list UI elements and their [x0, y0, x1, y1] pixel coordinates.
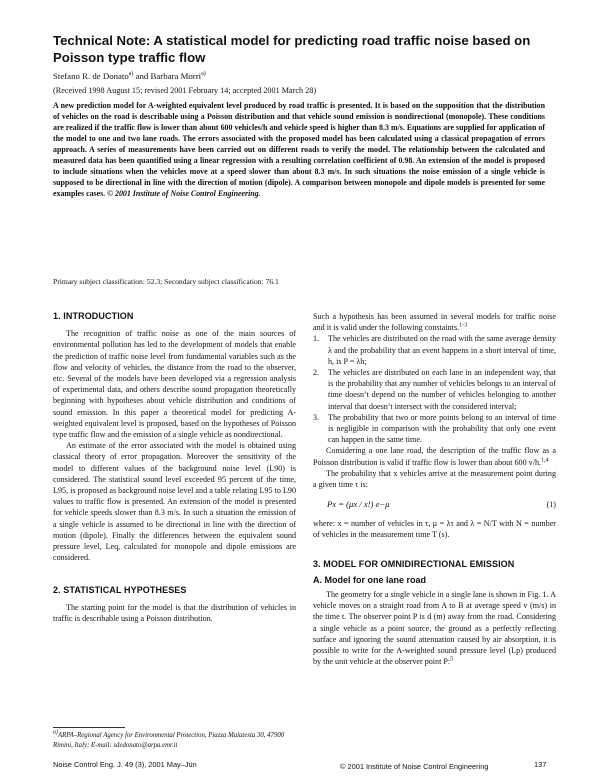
equation-1: Px = (μx / x!) e−μ: [327, 499, 390, 510]
paper-title: Technical Note: A statistical model for predicting road traffic noise based on Poisson type traffic flow: [53, 33, 531, 65]
condition-number: 3.: [313, 412, 320, 422]
condition-item: [313, 367, 556, 412]
model-p1-text: The geometry for a single vehicle in a single lane is shown in Fig. 1. A vehicle moves on a straight road from A to B at average speed v (m/s) in the time t. The observer point P is d (m) away from the road. Considering a single vehicle as a point source, the ground as a perfectly reflecting surface and ignoring the sound attenuation caused by air absorption, it is possible to write for the A-weighted sound pressure level (Lp) produced by the unit vehicle at the observer point P:: [313, 590, 556, 667]
footnote-mark: a): [53, 729, 58, 736]
section-1-heading: 1. INTRODUCTION: [53, 311, 134, 321]
section-3-heading: 3. MODEL FOR OMNIDIRECTIONAL EMISSION: [313, 558, 515, 569]
condition-item: [313, 412, 556, 446]
section-2-heading: 2. STATISTICAL HYPOTHESES: [53, 585, 187, 596]
author-2: and Barbara Morri: [135, 71, 202, 81]
subject-classification: Primary subject classification: 52.3; Secondary subject classification: 76.1: [53, 277, 279, 286]
condition-number: 2.: [313, 368, 320, 378]
intro-paragraph-1: The recognition of traffic noise as one of the main sources of environmental pollution has led to the development of models that enable the prediction of traffic noise level from fundamental variables such as the flow and velocity of vehicles, the distance from the road to the observer, etc. Several of the models have been developed via a regression analysis of experimental data, and others describe sound propagation theoretically beginning with hypotheses about vehicle distribution and conditions of sound emission. In this paper a theoretical model for predicting A-weighted equivalent level is proposed, based on the hypotheses of Poisson type traffic flow and the emission of a single vehicle as nondirectional.: [53, 329, 296, 440]
abstract: [53, 101, 545, 200]
conditions-list: [313, 333, 556, 445]
hypotheses-paragraph-4: The probability that x vehicles arrive at the measurement point during a given time τ is:: [313, 468, 556, 490]
author-1: Stefano R. de Donato: [53, 71, 129, 81]
intro-paragraph-2: An estimate of the error associated with the model is obtained using classical theory of error propagation. Moreover the sensitivity of the model to different values of the background noise level (L90) is considered. The statistical sound level exceeded 95 percent of the time, L95, is proposed as background noise level and a table relating L95 to L90 values to traffic flow is presented. An extension of the model is presented for vehicle speeds slower than 8.3 m/s. In such a situation the emission of a single vehicle is assumed to be directional in line with the direction of motion (dipole). Finally the differences between the equivalent sound pressure level, Leq, calculated for monopole and dipole emissions are considered.: [53, 441, 296, 563]
received-dates: (Received 1998 August 15; revised 2001 February 14; accepted 2001 March 28): [53, 86, 317, 95]
condition-item: [313, 333, 556, 367]
condition-text: The probability that two or more points belong to an interval of time is negligible in comparison with the probability that only one event can happen in the same time.: [328, 412, 556, 445]
footnote: [53, 731, 296, 750]
citation-2: 1,4: [541, 456, 549, 463]
condition-text: The vehicles are distributed on each lane in an independent way, that is the probability that any number of vehicles belongs to an interval of time doesn’t depend on the number of vehicles belonging to another interval that doesn’t intersect with the considered interval;: [328, 368, 556, 411]
model-paragraph-1: [313, 589, 556, 667]
hypotheses-paragraph-3: [313, 445, 556, 467]
hyp-p2-text: Such a hypothesis has been assumed in several models for traffic noise and it is valid under the following constaints.: [313, 312, 556, 333]
author-line: [53, 71, 206, 81]
hypotheses-paragraph-2: [313, 311, 556, 333]
footer-copyright: © 2001 Institute of Noise Control Engineering: [340, 762, 489, 771]
citation-1: 1-3: [459, 322, 468, 329]
affiliation-mark-2: a): [201, 71, 206, 78]
condition-number: 1.: [313, 334, 320, 344]
subsection-a-heading: A. Model for one lane road: [313, 574, 427, 585]
footnote-rule: [53, 727, 125, 728]
condition-text: The vehicles are distributed on the road with the same average density λ and the probability that an event happens in a short interval of time, h, is P = λh;: [328, 334, 556, 366]
equation-row: [313, 494, 556, 518]
abstract-text: A new prediction model for A-weighted equivalent level produced by road traffic is presented. It is based on the supposition that the distribution of vehicles on the road is describable using a Poisson distribution and that vehicle sound emission is nondirectional (monopole). These conditions are realized if the traffic flow is lower than about 600 vehicles/h and vehicle speed is higher than 8.3 m/s. Equations are supplied for application of the model to one and two lane roads. The errors associated with the proposed model has been calculated using a classical propagation of errors approach. A series of measurements have been carried out on different roads to verify the model. The relationship between the calculated and measured data has been quantified using a linear regression with a resulting correlation coefficient of 0.98. An extension of the model is proposed to include situations when the vehicles move at a speed slower than about 8.3 m/s. In such situations the noise emission of a single vehicle is supposed to be directional in line with the direction of motion (dipole). A comparison between monopole and dipole models is presented for some examples cases.: [53, 101, 545, 198]
equation-definitions: where: x = number of vehicles in τ, μ = λτ and λ = N/T with N = number of vehicles in the measurement time T (s).: [313, 519, 556, 540]
left-column: [53, 311, 296, 624]
page-number: 137: [534, 760, 547, 769]
right-column: [313, 311, 556, 667]
citation-3: 5: [450, 656, 454, 663]
abstract-copyright: © 2001 Institute of Noise Control Engineering.: [107, 188, 261, 198]
equation-number: (1): [546, 500, 556, 510]
footnote-text: ARPA–Regional Agency for Environmental Protection, Piazza Malatesta 30, 47900 Rimini, Italy; E-mail: sdedonato@arpa.emr.it: [53, 732, 285, 749]
hyp-p3-text: Considering a one lane road, the description of the traffic flow as a Poisson distribution is valid if traffic flow is lower than about 600 v/h.: [313, 446, 556, 467]
affiliation-mark-1: a): [128, 71, 134, 78]
hypotheses-paragraph-1: The starting point for the model is that the distribution of vehicles in traffic is describable using a Poisson distribution.: [53, 602, 296, 623]
journal-citation: Noise Control Eng. J. 49 (3), 2001 May–Jun: [53, 760, 197, 769]
